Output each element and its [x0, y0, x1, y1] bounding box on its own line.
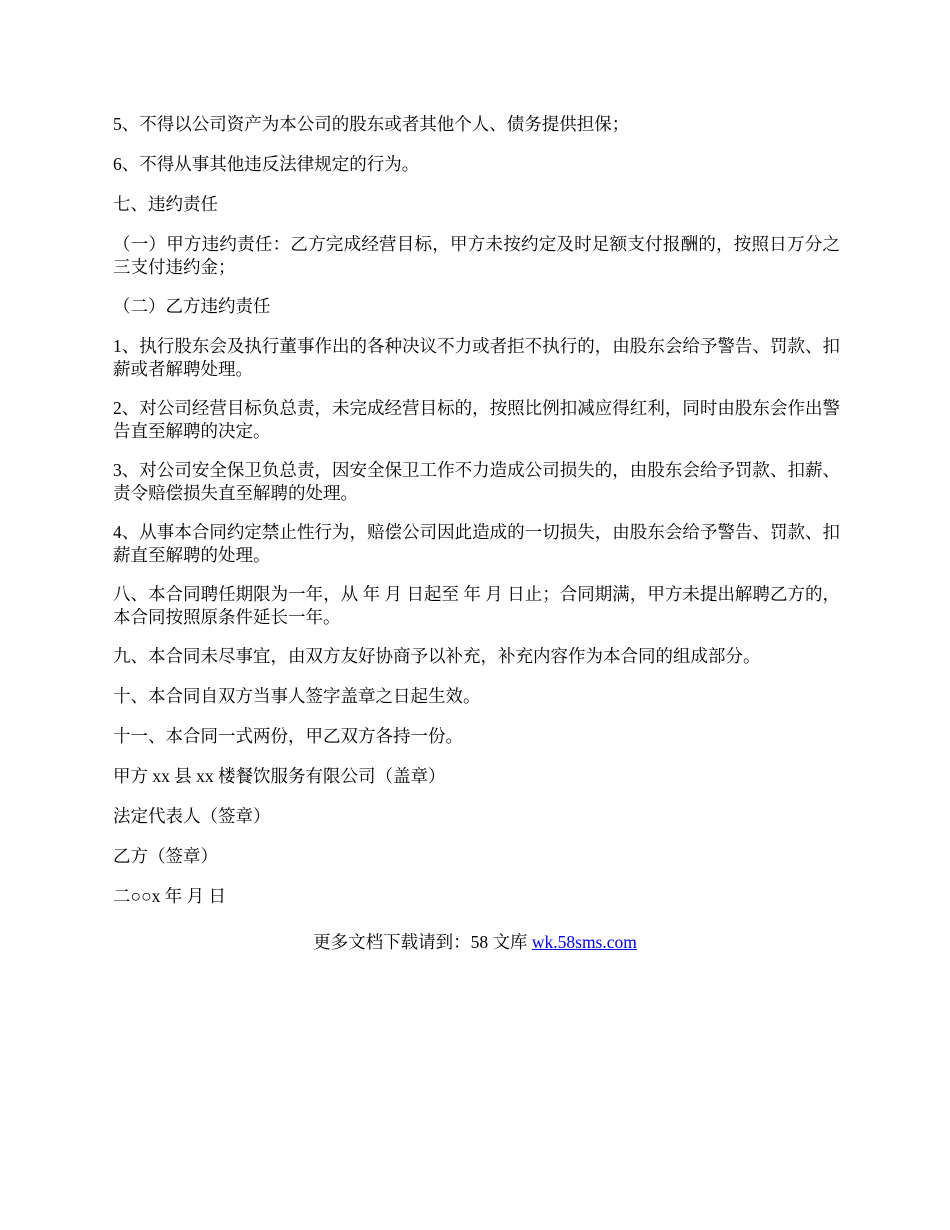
footer-website-link[interactable]: wk.58sms.com	[531, 932, 637, 952]
party-b-clause-1: 1、执行股东会及执行董事作出的各种决议不力或者拒不执行的，由股东会给予警告、罚款、扣薪或者解聘处理。	[113, 336, 840, 379]
document-body	[113, 113, 840, 925]
party-b-signature-line: 乙方（签章）	[113, 846, 218, 866]
legal-representative-signature-line: 法定代表人（签章）	[113, 806, 271, 826]
clause-5: 5、不得以公司资产为本公司的股东或者其他个人、债务提供担保；	[113, 114, 630, 134]
date-line: 二○○x 年 月 日	[113, 886, 227, 906]
section-8-term: 八、本合同聘任期限为一年，从 年 月 日起至 年 月 日止；合同期满，甲方未提出解聘乙方的，本合同按照原条件延长一年。	[113, 584, 840, 627]
party-b-clause-4: 4、从事本合同约定禁止性行为，赔偿公司因此造成的一切损失，由股东会给予警告、罚款、扣薪直至解聘的处理。	[113, 522, 840, 565]
party-b-breach-heading: （二）乙方违约责任	[113, 296, 271, 316]
section-10-effective: 十、本合同自双方当事人签字盖章之日起生效。	[113, 686, 481, 706]
party-b-clause-3: 3、对公司安全保卫负总责，因安全保卫工作不力造成公司损失的，由股东会给予罚款、扣薪、责令赔偿损失直至解聘的处理。	[113, 460, 840, 503]
download-footer	[0, 931, 950, 954]
party-b-clause-2: 2、对公司经营目标负总责，未完成经营目标的，按照比例扣减应得红利，同时由股东会作出警告直至解聘的决定。	[113, 398, 840, 441]
footer-prefix-text: 更多文档下载请到：58 文库	[313, 932, 532, 952]
section-9-supplement: 九、本合同未尽事宜，由双方友好协商予以补充，补充内容作为本合同的组成部分。	[113, 646, 761, 666]
party-a-breach-liability: （一）甲方违约责任：乙方完成经营目标，甲方未按约定及时足额支付报酬的，按照日万分之三支付违约金；	[113, 234, 840, 277]
party-a-signature-line: 甲方 xx 县 xx 楼餐饮服务有限公司（盖章）	[113, 766, 446, 786]
section-11-copies: 十一、本合同一式两份，甲乙双方各持一份。	[113, 726, 463, 746]
section-heading-breach-liability: 七、违约责任	[113, 194, 218, 214]
clause-6: 6、不得从事其他违反法律规定的行为。	[113, 154, 420, 174]
